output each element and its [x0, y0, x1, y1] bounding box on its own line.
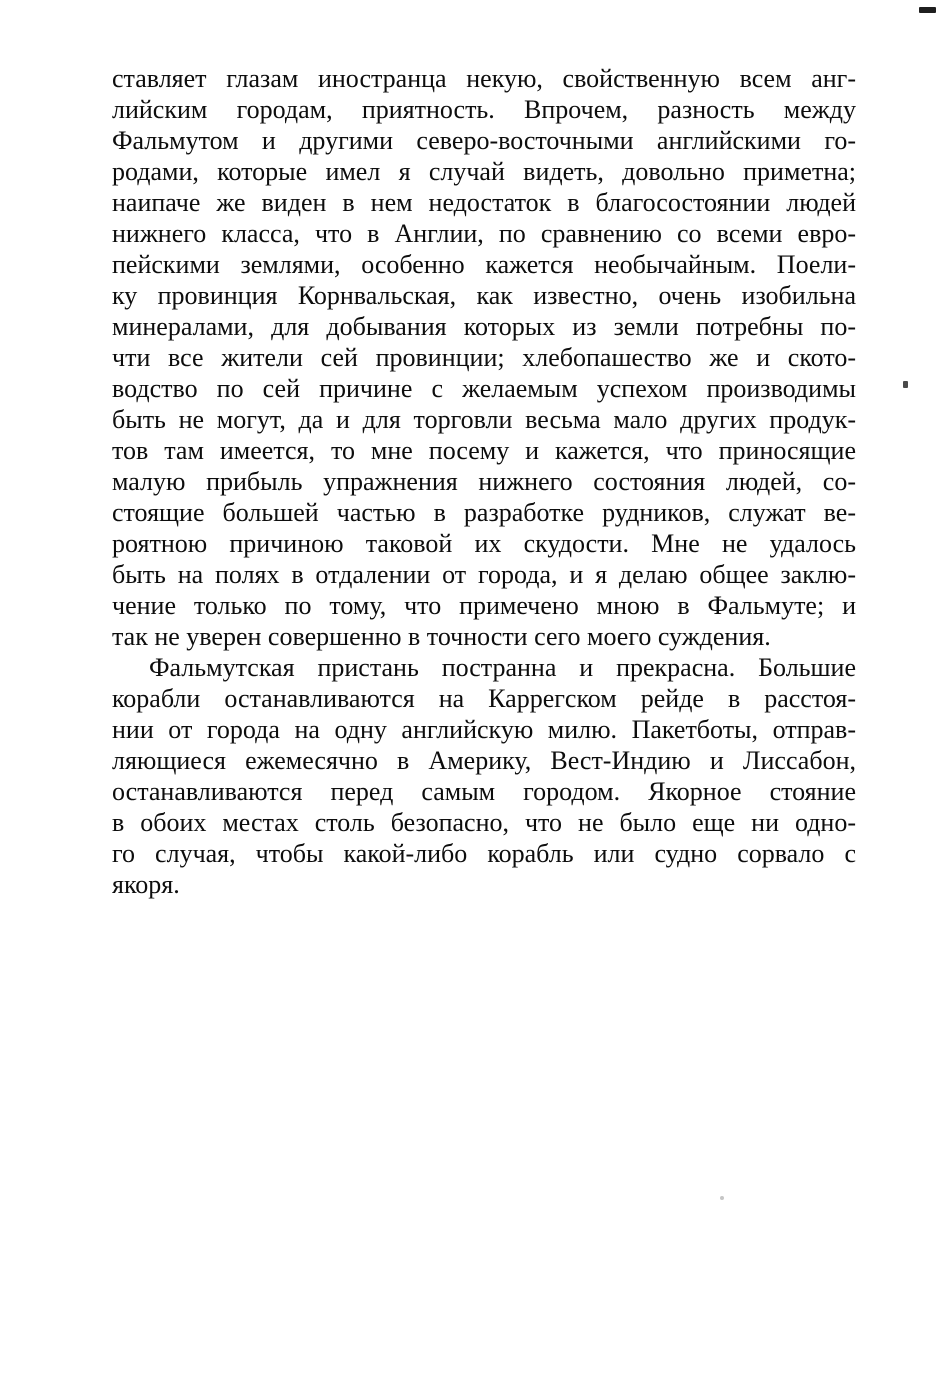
text-line: корабли останавливаются на Каррегском рейде в расстоя- [112, 684, 856, 713]
text-line: Фальмутом и другими северо-восточными английскими го- [112, 126, 856, 155]
faint-speck [720, 1196, 724, 1200]
text-line: нижнего класса, что в Англии, по сравнению со всеми евро- [112, 219, 856, 248]
text-line: минералами, для добывания которых из земли потребны по- [112, 312, 856, 341]
text-line: ку провинция Корнвальская, как известно, очень изобильна [112, 281, 856, 310]
text-line: якоря. [112, 870, 180, 899]
text-line: останавливаются перед самым городом. Якорное стояние [112, 777, 856, 806]
text-line: водство по сей причине с желаемым успехом производимы [112, 374, 856, 403]
text-line: роятною причиною таковой их скудости. Мне не удалось [112, 529, 856, 558]
text-line: наипаче же виден в нем недостаток в благосостоянии людей [112, 188, 856, 217]
text-line: быть не могут, да и для торговли весьма мало других продук- [112, 405, 856, 434]
text-line: так не уверен совершенно в точности сего моего суждения. [112, 622, 771, 651]
text-line: чение только по тому, что примечено мною в Фальмуте; и [112, 591, 856, 620]
text-line: лийским городам, приятность. Впрочем, разность между [112, 95, 856, 124]
text-line: ставляет глазам иностранца некую, свойственную всем анг- [112, 64, 856, 93]
text-line: чти все жители сей провинции; хлебопашество же и ското- [112, 343, 856, 372]
text-line: пейскими землями, особенно кажется необычайным. Поели- [112, 250, 856, 279]
text-line: в обоих местах столь безопасно, что не было еще ни одно- [112, 808, 856, 837]
ink-speck [903, 381, 908, 388]
text-line: тов там имеется, то мне посему и кажется, что приносящие [112, 436, 856, 465]
text-line: ляющиеся ежемесячно в Америку, Вест-Индию и Лиссабон, [112, 746, 856, 775]
text-line: малую прибыль упражнения нижнего состояния людей, со- [112, 467, 856, 496]
page-text-block [112, 63, 856, 900]
text-line: быть на полях в отдалении от города, и я делаю общее заклю- [112, 560, 856, 589]
text-line: родами, которые имел я случай видеть, довольно приметна; [112, 157, 856, 186]
corner-dash-mark [919, 7, 936, 13]
text-line: стоящие большей частью в разработке рудников, служат ве- [112, 498, 856, 527]
text-line: го случая, чтобы какой-либо корабль или судно сорвало с [112, 839, 856, 868]
text-line: Фальмутская пристань постранна и прекрасна. Большие [149, 653, 856, 682]
text-line: нии от города на одну английскую милю. Пакетботы, отправ- [112, 715, 856, 744]
